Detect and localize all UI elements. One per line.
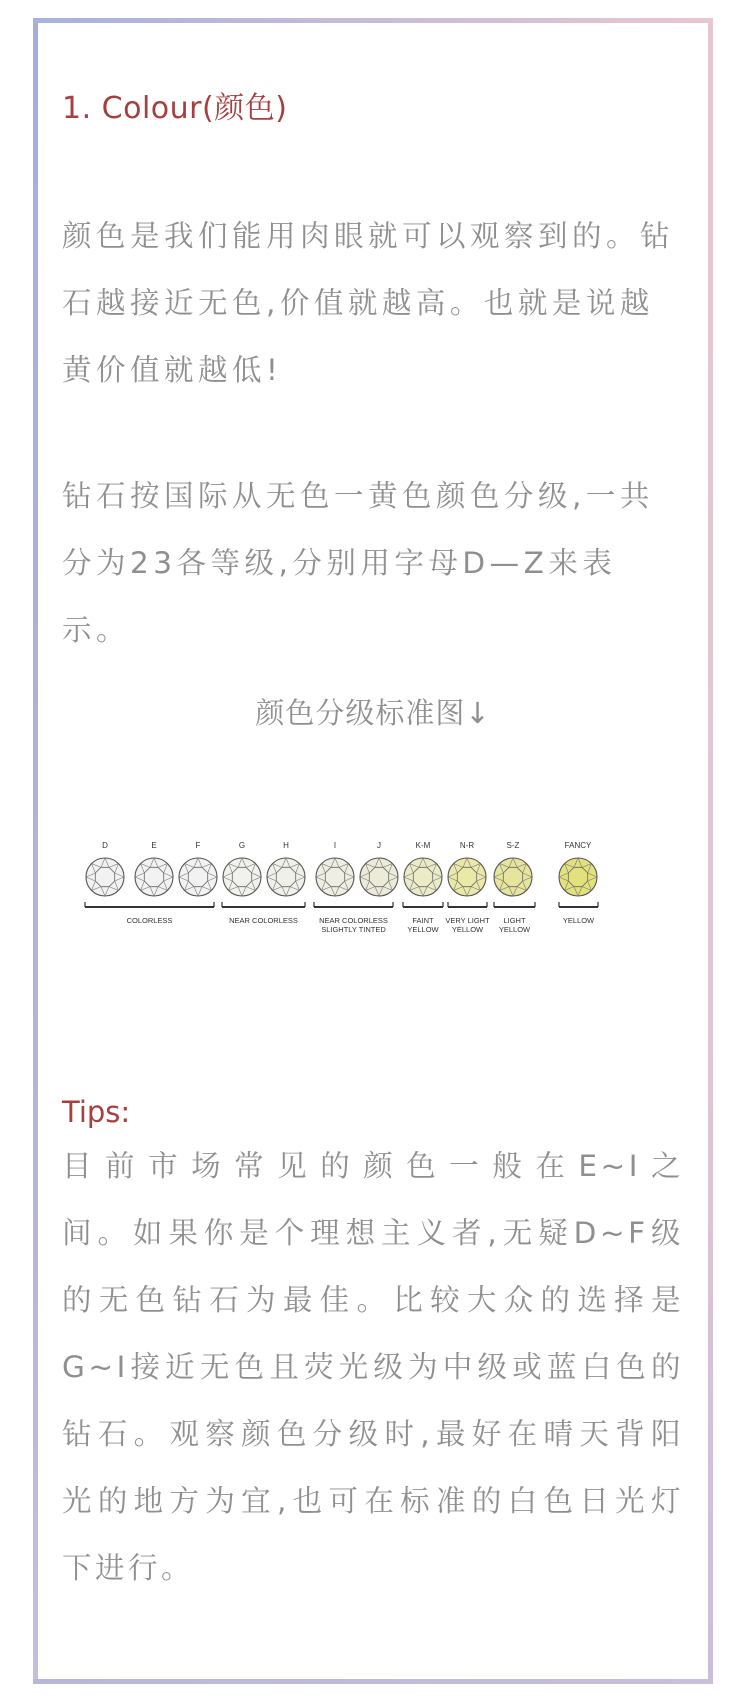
grade-letter: G — [238, 841, 246, 850]
diamond-icon — [135, 858, 173, 896]
grade-letter: F — [195, 841, 201, 850]
tips-title: Tips: — [62, 1095, 131, 1129]
diamond-icon — [360, 858, 398, 896]
grade-letter: H — [283, 841, 289, 850]
grade-letter: FANCY — [564, 841, 592, 850]
grade-letter: S-Z — [506, 841, 520, 850]
grade-letter: E — [151, 841, 157, 850]
grade-group-label: VERY LIGHT — [445, 916, 490, 925]
diamond-icon — [448, 858, 486, 896]
grade-group-label: NEAR COLORLESS — [319, 916, 388, 925]
diamond-color-grade-chart — [57, 755, 693, 1035]
grade-letter: N-R — [459, 841, 475, 850]
diamond-icon — [223, 858, 261, 896]
tips-line-last: 下进行。 — [62, 1551, 195, 1585]
diamond-icon — [316, 858, 354, 896]
chart-caption: 颜色分级标准图↓ — [255, 696, 491, 730]
tips-line: G~I接近无色且荧光级为中级或蓝白色的 — [62, 1350, 684, 1384]
grade-letter: I — [333, 841, 337, 850]
grade-group-label: YELLOW — [451, 925, 484, 934]
grade-group-label: SLIGHTLY TINTED — [321, 925, 386, 934]
diamond-icon — [179, 858, 217, 896]
grade-group-label: YELLOW — [562, 916, 595, 925]
grade-group-label: COLORLESS — [126, 916, 173, 925]
grade-letter: D — [102, 841, 108, 850]
grade-letter: K-M — [415, 841, 431, 850]
tips-line: 间。如果你是个理想主义者,无疑D~F级 — [62, 1216, 684, 1250]
diamond-icon — [494, 858, 532, 896]
grade-group-label: YELLOW — [498, 925, 531, 934]
section-heading: 1. Colour(颜色) — [62, 91, 288, 126]
tips-line: 的无色钻石为最佳。比较大众的选择是 — [62, 1283, 684, 1317]
tips-line: 钻石。观察颜色分级时,最好在晴天背阳 — [62, 1417, 684, 1451]
paragraph-grading-scale: 钻石按国际从无色一黄色颜色分级,一共分为23各等级,分别用字母D—Z来表示。 — [62, 479, 654, 647]
paragraph-colour-intro: 颜色是我们能用肉眼就可以观察到的。钻石越接近无色,价值就越高。也就是说越黄价值就越低! — [62, 219, 675, 387]
tips-line: 光的地方为宜,也可在标准的白色日光灯 — [62, 1484, 684, 1518]
diamond-icon — [267, 858, 305, 896]
tips-paragraph — [62, 1133, 684, 1602]
grade-letter: J — [377, 841, 381, 850]
grade-group-label: YELLOW — [407, 925, 439, 934]
diamond-icon — [559, 858, 597, 896]
grade-group-label: FAINT — [412, 916, 434, 925]
grade-group-label: NEAR COLORLESS — [229, 916, 298, 925]
diamond-icon — [404, 858, 442, 896]
frame-left-edge — [33, 23, 38, 1679]
tips-line: 目前市场常见的颜色一般在E~I之 — [62, 1149, 684, 1183]
diamond-icon — [86, 858, 124, 896]
grade-group-label: LIGHT — [503, 916, 526, 925]
frame-right-edge — [708, 23, 713, 1679]
